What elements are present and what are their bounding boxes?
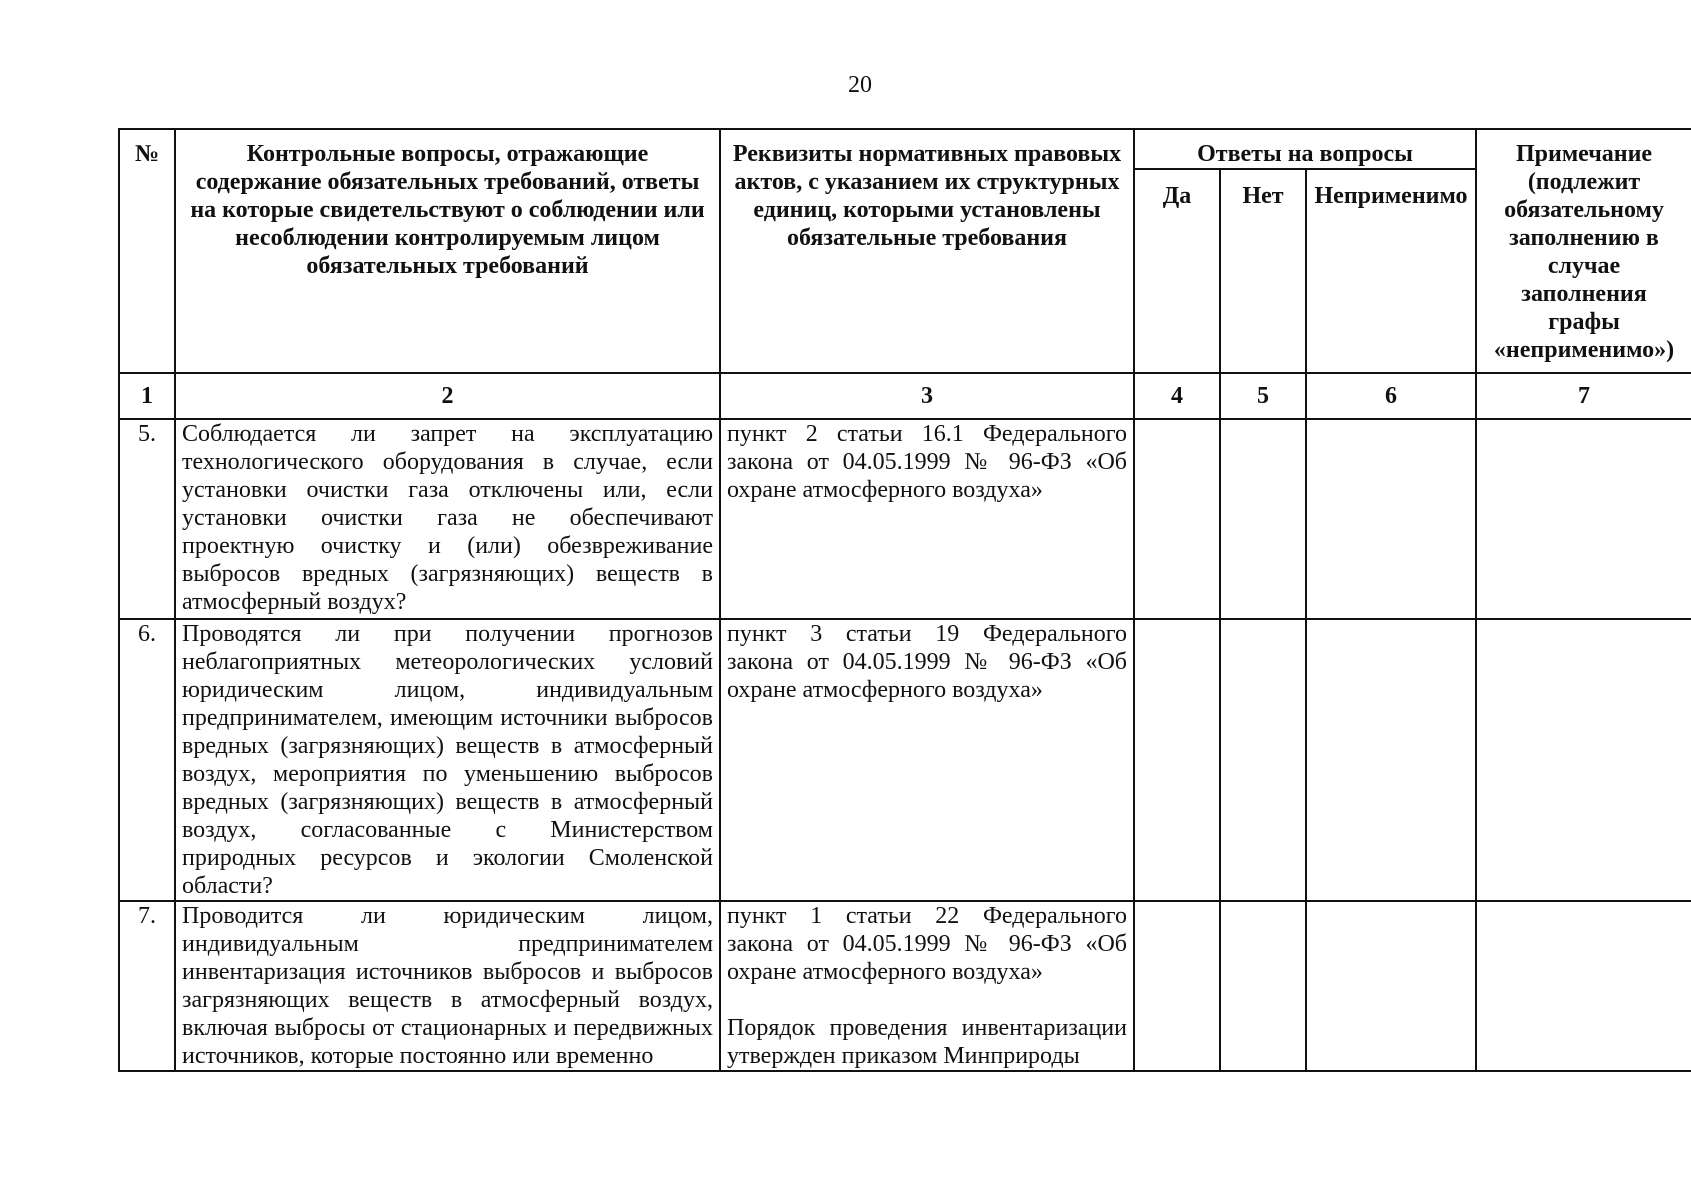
answer-no-cell[interactable]: [1220, 619, 1306, 901]
header-answer-no: Нет: [1220, 169, 1306, 373]
requisites-cell: [720, 901, 1134, 1071]
answer-na-cell[interactable]: [1306, 901, 1476, 1071]
requisites-wrapper: [727, 902, 1127, 1070]
table-row: [119, 619, 1691, 901]
note-cell[interactable]: [1476, 619, 1691, 901]
row-number: 7.: [119, 901, 175, 1071]
answer-no-cell[interactable]: [1220, 419, 1306, 619]
question-text: Проводится ли юридическим лицом, индивидуальным предпринимателем инвентаризация источников выбросов и выбросов загрязняющих веществ в атмосферный воздух, включая выбросы от стационарных и передвижных источников, которые постоянно или временно: [182, 903, 713, 1069]
answer-yes-cell[interactable]: [1134, 619, 1220, 901]
header-questions: Контрольные вопросы, отражающие содержание обязательных требований, ответы на которые свидетельствуют о соблюдении или несоблюдении контролируемым лицом обязательных требований: [175, 129, 720, 373]
column-number-row: [119, 373, 1691, 419]
paragraph-gap: [727, 986, 1127, 1014]
header-answers-group: Ответы на вопросы: [1134, 129, 1476, 169]
header-num: №: [119, 129, 175, 373]
checklist-table: [118, 128, 1691, 1072]
answer-yes-cell[interactable]: [1134, 901, 1220, 1071]
column-number: 3: [720, 373, 1134, 419]
question-text: Соблюдается ли запрет на эксплуатацию технологического оборудования в случае, если установки очистки газа отключены или, если установки очистки газа не обеспечивают проектную очистку и (или) обезвреживание выбросов вредных (загрязняющих) веществ в атмосферный воздух?: [175, 419, 720, 619]
column-number: 6: [1306, 373, 1476, 419]
header-answer-na: Неприменимо: [1306, 169, 1476, 373]
header-note: Примечание (подлежит обязательному заполнению в случае заполнения графы «неприменимо»): [1476, 129, 1691, 373]
question-cell: [175, 901, 720, 1071]
table-row: [119, 419, 1691, 619]
note-cell[interactable]: [1476, 419, 1691, 619]
column-number: 5: [1220, 373, 1306, 419]
column-number: 4: [1134, 373, 1220, 419]
requisites-text: пункт 3 статьи 19 Федерального закона от 04.05.1999 № 96-ФЗ «Об охране атмосферного воздуха»: [720, 619, 1134, 901]
requisites-extra-text: Порядок проведения инвентаризации утвержден приказом Минприроды: [727, 1015, 1127, 1069]
column-number: 1: [119, 373, 175, 419]
answer-na-cell[interactable]: [1306, 619, 1476, 901]
answer-yes-cell[interactable]: [1134, 419, 1220, 619]
question-text: Проводятся ли при получении прогнозов неблагоприятных метеорологических условий юридическим лицом, индивидуальным предпринимателем, имеющим источники выбросов вредных (загрязняющих) веществ в атмосферный воздух, мероприятия по уменьшению выбросов вредных (загрязняющих) веществ в атмосферный воздух, согласованные с Министерством природных ресурсов и экологии Смоленской области?: [175, 619, 720, 901]
requisites-text: пункт 1 статьи 22 Федерального закона от 04.05.1999 № 96-ФЗ «Об охране атмосферного воздуха»: [727, 903, 1127, 985]
column-number: 7: [1476, 373, 1691, 419]
answer-no-cell[interactable]: [1220, 901, 1306, 1071]
note-cell[interactable]: [1476, 901, 1691, 1071]
column-number: 2: [175, 373, 720, 419]
row-number: 5.: [119, 419, 175, 619]
row-number: 6.: [119, 619, 175, 901]
header-row: [119, 129, 1691, 169]
header-answer-yes: Да: [1134, 169, 1220, 373]
table-row: [119, 901, 1691, 1071]
header-requisites: Реквизиты нормативных правовых актов, с указанием их структурных единиц, которыми установлены обязательные требования: [720, 129, 1134, 373]
page-number: 20: [848, 72, 872, 98]
answer-na-cell[interactable]: [1306, 419, 1476, 619]
requisites-text: пункт 2 статьи 16.1 Федерального закона от 04.05.1999 № 96-ФЗ «Об охране атмосферного воздуха»: [720, 419, 1134, 619]
